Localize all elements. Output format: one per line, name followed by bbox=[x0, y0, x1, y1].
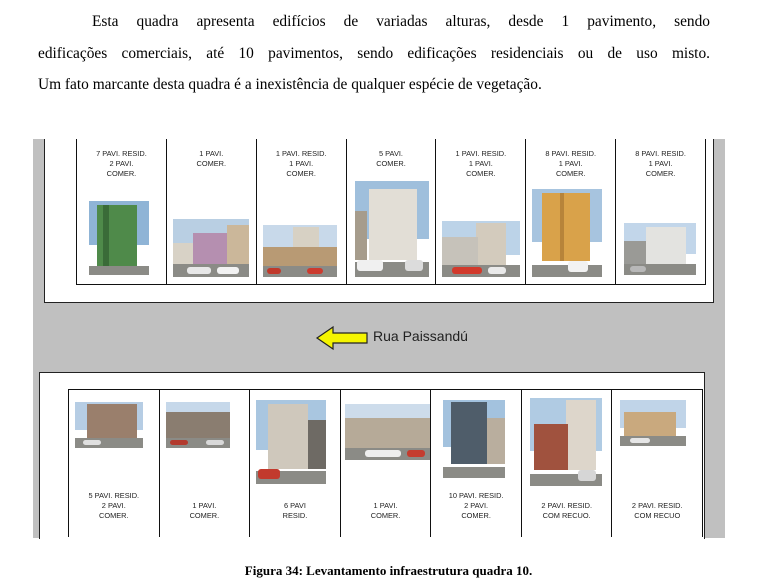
paragraph-line-2: edificações comerciais, até 10 pavimentos, sendo edificações residenciais ou de uso misto. bbox=[38, 44, 710, 62]
building-photo bbox=[263, 225, 337, 277]
building-cell bbox=[522, 390, 613, 537]
building-label: 1 PAVI. COMER. bbox=[196, 149, 227, 168]
building-photo bbox=[442, 221, 520, 277]
building-cell bbox=[612, 390, 702, 537]
paragraph-line-1: Esta quadra apresenta edifícios de variadas alturas, desde 1 pavimento, sendo bbox=[92, 13, 710, 30]
building-photo bbox=[166, 402, 230, 448]
bottom-building-strip bbox=[68, 389, 703, 537]
building-label: 10 PAVI. RESID. 2 PAVI. COMER. bbox=[448, 491, 504, 520]
building-cell bbox=[250, 390, 341, 537]
building-photo bbox=[256, 400, 326, 484]
building-cell bbox=[77, 139, 167, 284]
building-cell bbox=[167, 139, 257, 284]
building-cell bbox=[160, 390, 251, 537]
building-cell bbox=[616, 139, 705, 284]
building-label: 8 PAVI. RESID. 1 PAVI. COMER. bbox=[545, 149, 597, 178]
top-building-strip bbox=[76, 139, 706, 285]
building-photo bbox=[173, 219, 249, 277]
paragraph-line-3: Um fato marcante desta quadra é a inexistência de qualquer espécie de vegetação. bbox=[38, 76, 542, 93]
building-photo bbox=[345, 404, 432, 460]
building-label: 5 PAVI. RESID. 2 PAVI. COMER. bbox=[88, 491, 140, 520]
building-label: 8 PAVI. RESID. 1 PAVI. COMER. bbox=[635, 149, 686, 178]
building-cell bbox=[347, 139, 437, 284]
building-label: 1 PAVI. COMER. bbox=[370, 501, 401, 520]
building-photo bbox=[355, 181, 429, 277]
street-name: Rua Paissandú bbox=[373, 328, 468, 344]
building-cell bbox=[431, 390, 522, 537]
building-label: 1 PAVI. RESID. 1 PAVI. COMER. bbox=[275, 149, 327, 178]
building-photo bbox=[530, 398, 602, 486]
building-label: 6 PAVI RESID. bbox=[282, 501, 308, 520]
building-label: 1 PAVI. RESID. 1 PAVI. COMER. bbox=[455, 149, 507, 178]
block-survey-figure bbox=[33, 139, 725, 538]
building-label: 2 PAVI. RESID. COM RECUO. bbox=[541, 501, 592, 520]
building-photo bbox=[620, 400, 686, 446]
building-cell bbox=[69, 390, 160, 537]
building-label: 1 PAVI. COMER. bbox=[189, 501, 220, 520]
building-label: 2 PAVI. RESID. COM RECUO bbox=[631, 501, 683, 520]
building-photo bbox=[89, 201, 149, 275]
building-cell bbox=[257, 139, 347, 284]
building-photo bbox=[75, 402, 143, 448]
building-photo bbox=[624, 223, 696, 275]
building-cell bbox=[436, 139, 526, 284]
building-label: 7 PAVI. RESID. 2 PAVI. COMER. bbox=[96, 149, 147, 178]
building-cell bbox=[526, 139, 616, 284]
building-cell bbox=[341, 390, 432, 537]
building-photo bbox=[532, 189, 602, 277]
building-photo bbox=[443, 400, 505, 478]
body-paragraph bbox=[38, 6, 710, 101]
building-label: 5 PAVI. COMER. bbox=[376, 149, 406, 168]
figure-caption: Figura 34: Levantamento infraestrutura quadra 10. bbox=[244, 563, 533, 578]
arrow-left-icon bbox=[315, 325, 369, 351]
